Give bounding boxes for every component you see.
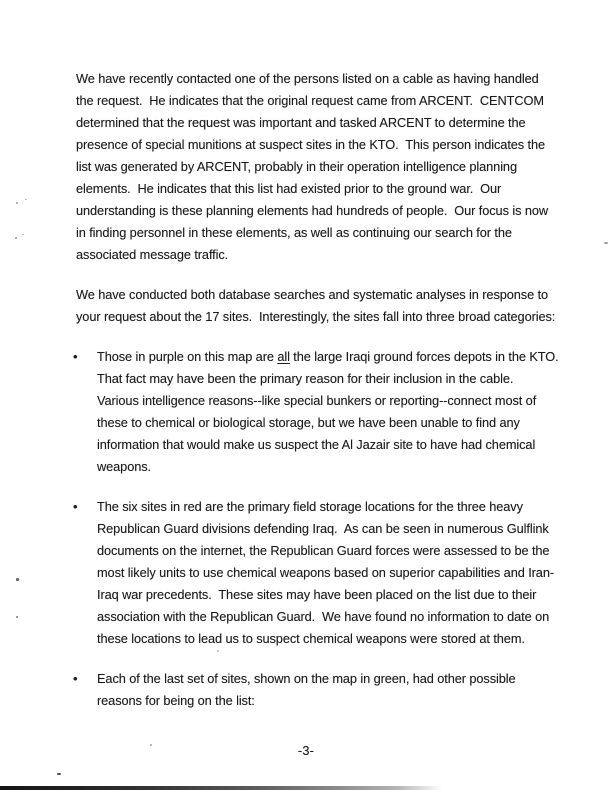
text-line: reasons for being on the list: xyxy=(97,693,255,708)
text-line: Iraq war precedents. These sites may have been placed on the list due to their xyxy=(97,587,537,602)
text-segment: Those in purple on this map are xyxy=(97,349,278,364)
scan-speckle xyxy=(15,237,17,239)
bullet-icon: • xyxy=(73,671,78,686)
text-line: We have conducted both database searches and systematic analyses in response to xyxy=(76,287,549,302)
text-line: Various intelligence reasons--like special bunkers or reporting--connect most of xyxy=(97,393,537,408)
text-line: determined that the request was important and tasked ARCENT to determine the xyxy=(76,115,526,130)
text-line: association with the Republican Guard. We have found no information to date on xyxy=(97,609,550,624)
text-line: understanding is these planning elements had hundreds of people. Our focus is now xyxy=(76,203,548,218)
scan-speckle xyxy=(150,744,152,746)
text-line: most likely units to use chemical weapons based on superior capabilities and Iran- xyxy=(97,565,555,580)
underlined-text: all xyxy=(277,349,290,364)
text-line: the request. He indicates that the original request came from ARCENT. CENTCOM xyxy=(76,93,544,108)
text-segment: the large Iraqi ground forces depots in the KTO. xyxy=(289,349,559,364)
text-line: these to chemical or biological storage, but we have been unable to find any xyxy=(97,415,520,430)
scan-edge-artifact xyxy=(0,786,442,790)
text-line: We have recently contacted one of the persons listed on a cable as having handled xyxy=(76,71,539,86)
scan-speckle xyxy=(16,616,18,618)
paragraph-database-searches xyxy=(76,284,576,328)
text-line: elements. He indicates that this list had existed prior to the ground war. Our xyxy=(76,181,502,196)
paragraph-request-origin xyxy=(76,68,576,266)
scan-speckle xyxy=(57,773,61,775)
scan-speckle xyxy=(16,202,18,204)
document-body xyxy=(73,68,576,712)
scan-speckle xyxy=(217,650,219,652)
scan-speckle xyxy=(22,234,24,235)
text-line: presence of special munitions at suspect sites in the KTO. This person indicates the xyxy=(76,137,546,152)
text-line: these locations to lead us to suspect chemical weapons were stored at them. xyxy=(97,631,525,646)
text-line: documents on the internet, the Republican Guard forces were assessed to be the xyxy=(97,543,550,558)
text-line xyxy=(97,346,576,368)
text-line: Each of the last set of sites, shown on the map in green, had other possible xyxy=(97,671,516,686)
bullet-item-purple-sites xyxy=(73,346,576,478)
bullet-item-red-sites xyxy=(73,496,576,650)
scan-speckle xyxy=(604,242,608,244)
scan-speckle xyxy=(16,578,19,581)
bullet-item-green-sites xyxy=(73,668,576,712)
text-line: your request about the 17 sites. Interestingly, the sites fall into three broad categories: xyxy=(76,309,556,324)
text-line: The six sites in red are the primary field storage locations for the three heavy xyxy=(97,499,523,514)
bullet-icon: • xyxy=(73,349,78,364)
text-line: information that would make us suspect the Al Jazair site to have had chemical xyxy=(97,437,536,452)
text-line: weapons. xyxy=(97,459,151,474)
text-line: That fact may have been the primary reason for their inclusion in the cable. xyxy=(97,371,514,386)
bullet-icon: • xyxy=(73,499,78,514)
text-line: Republican Guard divisions defending Iraq. As can be seen in numerous Gulflink xyxy=(97,521,549,536)
text-line: in finding personnel in these elements, as well as continuing our search for the xyxy=(76,225,512,240)
scan-speckle xyxy=(25,199,27,200)
page-number: -3- xyxy=(297,743,315,758)
text-line: list was generated by ARCENT, probably in their operation intelligence planning xyxy=(76,159,517,174)
text-line: associated message traffic. xyxy=(76,247,229,262)
